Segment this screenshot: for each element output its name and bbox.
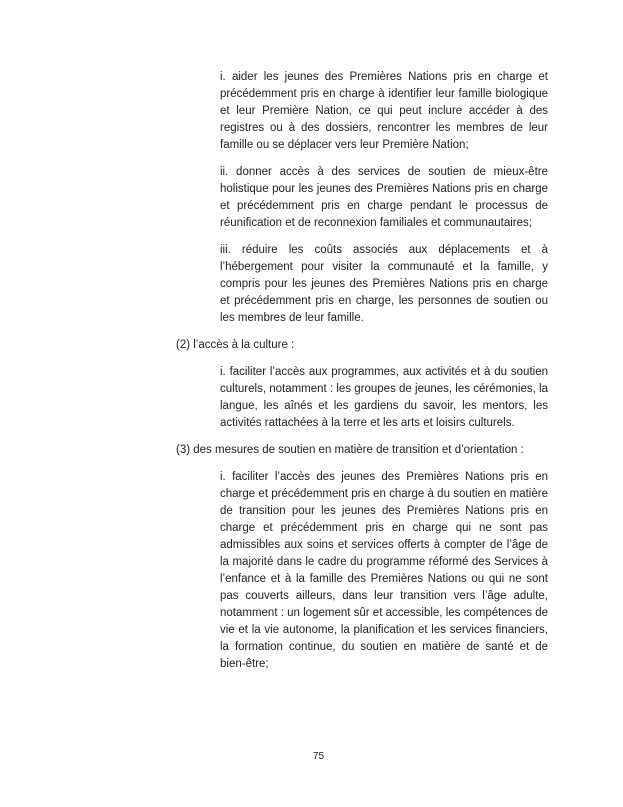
- numbered-item-2: (2) l’accès à la culture :: [176, 339, 295, 351]
- numbered-item-3: (3) des mesures de soutien en matière de transition et d’orientation :: [176, 444, 524, 456]
- sub-paragraph-2-i: i. faciliter l’accès aux programmes, aux activités et à du soutien culturels, notamment : les groupes de jeunes, les cérémonies, la langue, les aînés et les gardiens du savoir, les mentors, les activités rattachées à la terre et les arts et loisirs culturels.: [220, 366, 548, 429]
- page-number: 75: [312, 751, 325, 762]
- sub-paragraph-1-ii: ii. donner accès à des services de soutien de mieux-être holistique pour les jeunes des Premières Nations pris en charge et précédemment pris en charge pendant le processus de réunification et de reconnexion familiales et communautaires;: [220, 166, 548, 229]
- sub-paragraph-1-i: i. aider les jeunes des Premières Nations pris en charge et précédemment pris en charge à identifier leur famille biologique et leur Première Nation, ce qui peut inclure accéder à des registres ou à des dossiers, rencontrer les membres de leur famille ou se déplacer vers leur Première Nation;: [220, 71, 548, 151]
- sub-paragraph-1-iii: iii. réduire les coûts associés aux déplacements et à l’hébergement pour visiter la communauté et la famille, y compris pour les jeunes des Premières Nations pris en charge et précédemment pris en charge, les personnes de soutien ou les membres de leur famille.: [220, 244, 548, 324]
- sub-paragraph-3-i: i. faciliter l’accès des jeunes des Premières Nations pris en charge et précédemment pris en charge à du soutien en matière de transition pour les jeunes des Premières Nations pris en charge et précédemment pris en charge qui ne sont pas admissibles aux soins et services offerts à compter de l’âge de la majorité dans le cadre du programme réformé des Services à l’enfance et à la famille des Premières Nations ou qui ne sont pas couverts ailleurs, dans leur transition vers l’âge adulte, notamment : un logement sûr et accessible, les compétences de vie et la vie autonome, la planification et les services financiers, la formation continue, du soutien en matière de santé et de bien-être;: [220, 471, 548, 670]
